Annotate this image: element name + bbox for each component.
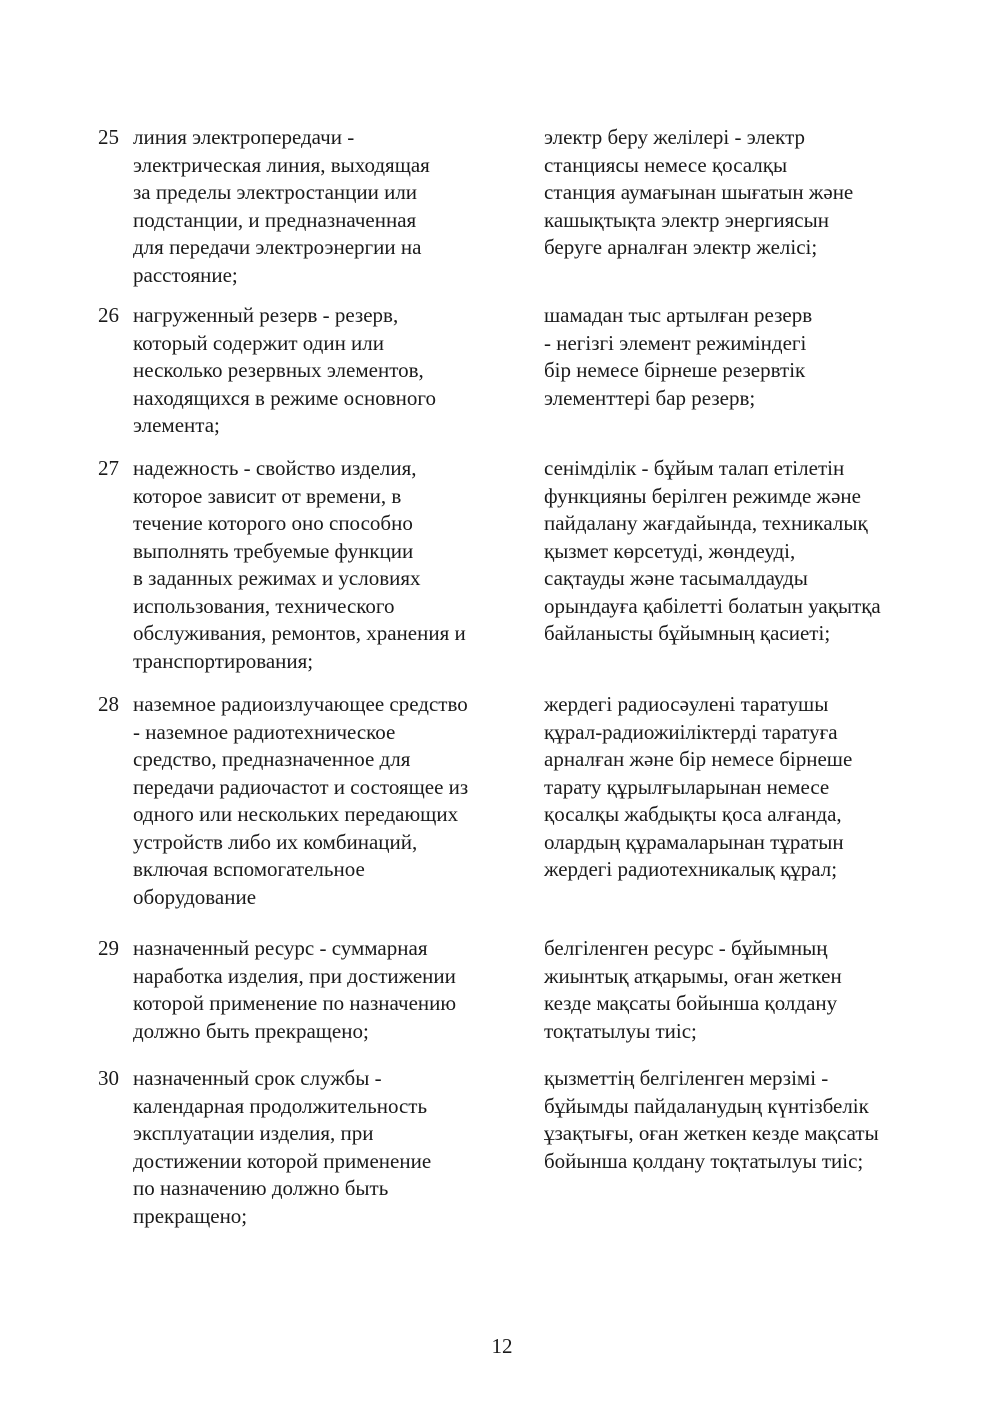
text-line: достижении которой применение <box>133 1148 432 1173</box>
text-line: устройств либо их комбинаций, <box>133 829 418 854</box>
entry-number: 29 <box>98 936 119 960</box>
text-line: байланысты бұйымның қасиеті; <box>544 621 831 645</box>
russian-definition <box>133 1065 431 1230</box>
text-line: тарату құрылғыларынан немесе <box>544 774 830 799</box>
text-line: қосалқы жабдықты қоса алғанда, <box>544 802 842 826</box>
text-line: станция аумағынан шығатын және <box>544 180 854 204</box>
text-line: за пределы электростанции или <box>133 180 418 204</box>
text-line: нагруженный резерв - резерв, <box>133 303 399 327</box>
text-line: олардың құрамаларынан тұратын <box>544 829 844 854</box>
kazakh-definition <box>544 455 881 648</box>
text-line: течение которого оно способно <box>133 511 413 535</box>
kazakh-definition <box>544 302 812 412</box>
kazakh-definition <box>544 1065 879 1175</box>
text-line: қызметтің белгіленген мерзімі - <box>544 1066 829 1090</box>
entry-number: 28 <box>98 692 119 716</box>
text-line: эксплуатации изделия, при <box>133 1121 374 1145</box>
text-line: ұзақтығы, оған жеткен кезде мақсаты <box>544 1121 879 1145</box>
text-line: бойынша қолдану тоқтатылуы тиіс; <box>544 1148 864 1173</box>
russian-definition <box>133 935 456 1045</box>
text-line: для передачи электроэнергии на <box>133 235 422 259</box>
text-line: одного или нескольких передающих <box>133 802 459 826</box>
kazakh-definition <box>544 935 842 1045</box>
text-line: календарная продолжительность <box>133 1093 428 1118</box>
text-line: выполнять требуемые функции <box>133 538 414 563</box>
text-line: құрал-радиожиіліктерді таратуға <box>544 719 838 744</box>
text-line: обслуживания, ремонтов, хранения и <box>133 621 466 645</box>
russian-definition <box>133 691 468 911</box>
entry-number: 25 <box>98 125 119 149</box>
text-line: арналған және бір немесе бірнеше <box>544 747 853 771</box>
text-line: электр беру желілері - электр <box>544 125 806 149</box>
text-line: наземное радиоизлучающее средство <box>133 692 468 716</box>
text-line: бұйымды пайдаланудың күнтізбелік <box>544 1093 869 1118</box>
text-line: наработка изделия, при достижении <box>133 963 456 988</box>
text-line: включая вспомогательное <box>133 857 365 881</box>
text-line: которое зависит от времени, в <box>133 483 402 508</box>
text-line: бір немесе бірнеше резервтік <box>544 358 806 382</box>
text-line: расстояние; <box>133 262 238 287</box>
text-line: орындауға қабілетті болатын уақытқа <box>544 593 881 618</box>
entry-number: 27 <box>98 456 119 480</box>
russian-definition <box>133 455 466 675</box>
text-line: сенімділік - бұйым талап етілетін <box>544 456 845 480</box>
page-number: 12 <box>491 1334 513 1358</box>
text-line: подстанции, и предназначенная <box>133 207 417 232</box>
text-line: средство, предназначенное для <box>133 747 411 771</box>
text-line: надежность - свойство изделия, <box>133 456 417 480</box>
text-line: которой применение по назначению <box>133 991 457 1015</box>
text-line: несколько резервных элементов, <box>133 358 424 382</box>
text-line: белгіленген ресурс - бұйымның <box>544 936 828 960</box>
text-line: кашықтықта электр энергиясын <box>544 207 829 232</box>
text-line: жиынтық атқарымы, оған жеткен <box>544 963 842 988</box>
text-line: в заданных режимах и условиях <box>133 566 421 590</box>
text-line: линия электропередачи - <box>133 125 355 149</box>
text-line: электрическая линия, выходящая <box>133 152 430 177</box>
text-line: который содержит один или <box>133 330 385 355</box>
text-line: должно быть прекращено; <box>133 1018 369 1043</box>
russian-definition <box>133 302 436 440</box>
text-line: шамадан тыс артылған резерв <box>544 303 813 327</box>
text-line: жердегі радиосәулені таратушы <box>544 692 829 716</box>
russian-definition <box>133 124 430 289</box>
text-line: беруге арналған электр желісі; <box>544 235 818 259</box>
text-line: пайдалану жағдайында, техникалық <box>544 511 868 535</box>
text-line: тоқтатылуы тиіс; <box>544 1018 697 1043</box>
kazakh-definition <box>544 691 852 884</box>
text-line: сақтауды және тасымалдауды <box>544 566 808 590</box>
text-line: оборудование <box>133 884 257 909</box>
text-line: - наземное радиотехническое <box>133 719 396 744</box>
text-line: назначенный ресурс - суммарная <box>133 936 428 960</box>
text-line: назначенный срок службы - <box>133 1066 382 1090</box>
text-line: жердегі радиотехникалық құрал; <box>544 857 838 881</box>
text-line: элементтері бар резерв; <box>544 385 756 410</box>
text-line: прекращено; <box>133 1203 248 1228</box>
text-line: функцияны берілген режимде және <box>544 483 861 508</box>
text-line: кезде мақсаты бойынша қолдану <box>544 991 838 1015</box>
entry-number: 30 <box>98 1066 119 1090</box>
text-line: находящихся в режиме основного <box>133 385 436 410</box>
text-line: - негізгі элемент режиміндегі <box>544 330 807 355</box>
text-line: элемента; <box>133 413 220 437</box>
entry-number: 26 <box>98 303 119 327</box>
text-line: станциясы немесе қосалқы <box>544 152 788 177</box>
text-line: передачи радиочастот и состоящее из <box>133 774 469 799</box>
text-line: қызмет көрсетуді, жөндеуді, <box>544 538 796 563</box>
text-line: по назначению должно быть <box>133 1176 389 1200</box>
kazakh-definition <box>544 124 853 262</box>
text-line: транспортирования; <box>133 648 314 673</box>
text-line: использования, технического <box>133 593 395 618</box>
